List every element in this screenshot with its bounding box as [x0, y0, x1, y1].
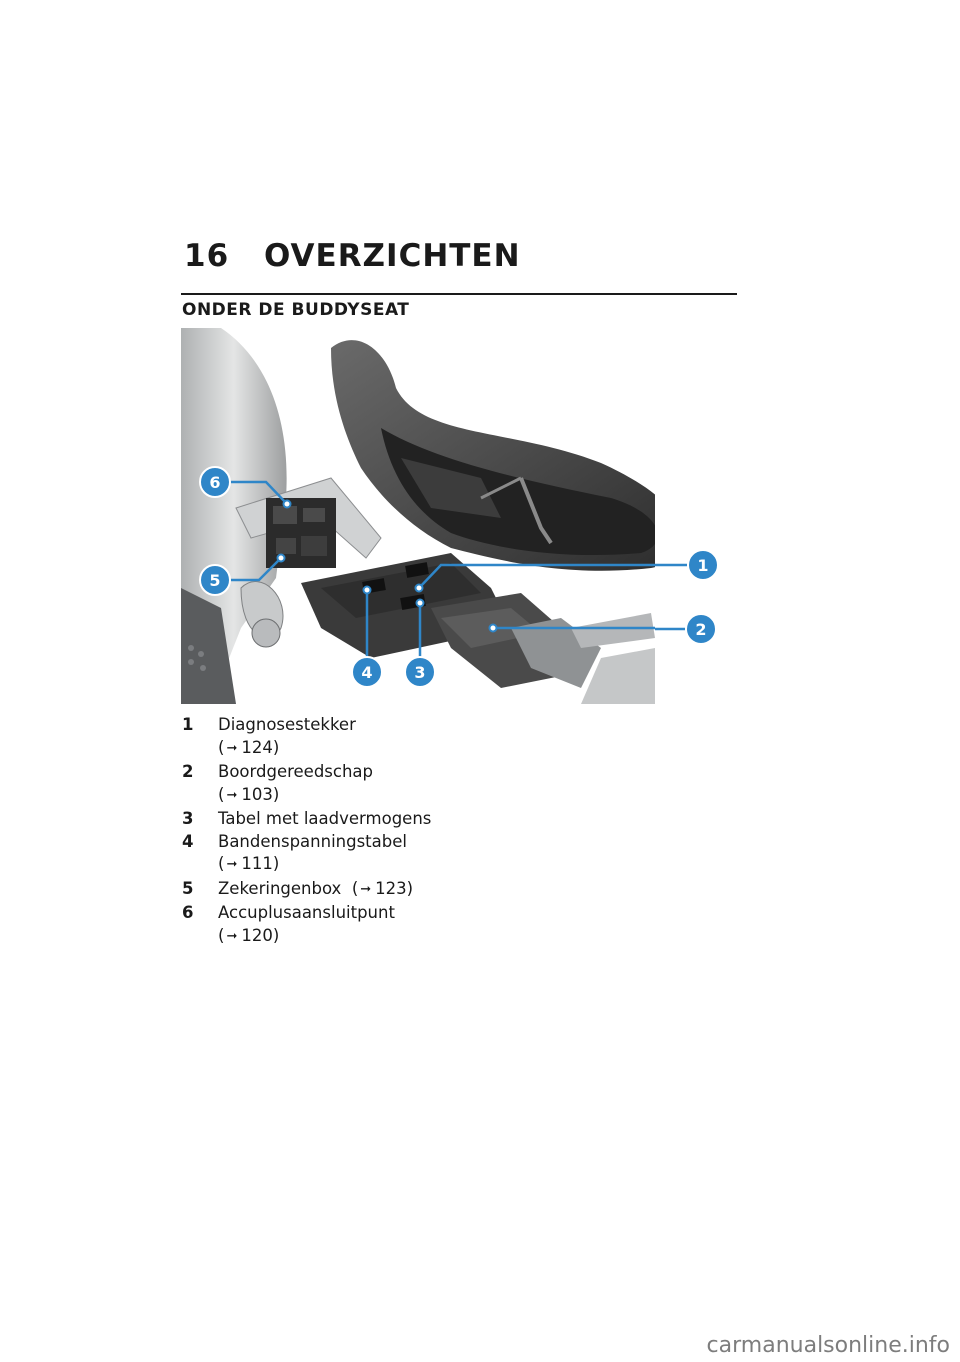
header-divider [181, 293, 737, 295]
page-reference-number: 103 [241, 784, 273, 804]
motorcycle-figure [181, 328, 655, 704]
page-reference[interactable]: ( ➞ 111) [218, 854, 279, 873]
legend-label: Boordgereedschap [218, 762, 374, 781]
arrow-right-icon: ➞ [226, 857, 238, 872]
svg-text:4: 4 [361, 663, 373, 682]
legend-number: 3 [182, 809, 194, 828]
page-reference[interactable]: ( ➞ 103) [218, 785, 279, 804]
legend-body [218, 714, 482, 761]
callout-6 [200, 467, 230, 497]
svg-text:5: 5 [209, 571, 221, 590]
page-header [184, 238, 737, 274]
legend-body [218, 808, 482, 831]
chapter-title: OVERZICHTEN [264, 238, 521, 274]
page-reference-number: 124 [241, 737, 273, 757]
legend-number: 1 [182, 715, 194, 734]
figure-outside-callouts [655, 545, 725, 675]
callout-2 [686, 614, 716, 644]
page-number: 16 [184, 238, 230, 274]
legend-body [218, 902, 482, 949]
page-reference-number: 111 [241, 854, 273, 873]
section-title: ONDER DE BUDDYSEAT [182, 300, 410, 320]
legend-label: Diagnosestekker [218, 715, 356, 734]
legend-label: Tabel met laadvermogens [218, 809, 432, 828]
legend-number: 6 [182, 903, 194, 922]
watermark: carmanualsonline.info [706, 1333, 950, 1358]
legend-label: Accuplusaansluitpunt [218, 903, 395, 922]
page-reference-number: 123 [375, 878, 407, 898]
svg-text:2: 2 [695, 620, 707, 639]
legend-label: Zekeringenbox [218, 878, 342, 898]
page-reference-number: 120 [241, 925, 273, 945]
legend-item [182, 808, 482, 831]
arrow-right-icon: ➞ [360, 881, 372, 897]
legend-item [182, 761, 482, 808]
arrow-right-icon: ➞ [226, 928, 238, 944]
legend-number: 5 [182, 878, 194, 898]
legend-item [182, 878, 482, 903]
legend-item [182, 902, 482, 949]
legend-number: 2 [182, 762, 194, 781]
legend-label: Bandenspanningstabel [218, 831, 407, 851]
page-reference[interactable]: ( ➞ 123) [352, 879, 413, 898]
legend-item [182, 831, 482, 878]
callout-1-outer [688, 550, 718, 580]
legend-item [182, 714, 482, 761]
legend-number: 4 [182, 831, 194, 851]
callout-4 [352, 657, 382, 687]
svg-text:1: 1 [697, 556, 709, 575]
callout-3 [405, 657, 435, 687]
page-reference[interactable]: ( ➞ 120) [218, 926, 279, 945]
arrow-right-icon: ➞ [226, 740, 238, 756]
legend-body [218, 831, 482, 878]
legend-list [182, 714, 482, 949]
svg-text:3: 3 [414, 663, 426, 682]
legend-body [218, 761, 482, 808]
callout-5 [200, 565, 230, 595]
page-reference[interactable]: ( ➞ 124) [218, 738, 279, 757]
figure-illustration [181, 328, 655, 704]
legend-body [218, 878, 482, 903]
arrow-right-icon: ➞ [226, 787, 238, 803]
svg-text:6: 6 [209, 473, 221, 492]
